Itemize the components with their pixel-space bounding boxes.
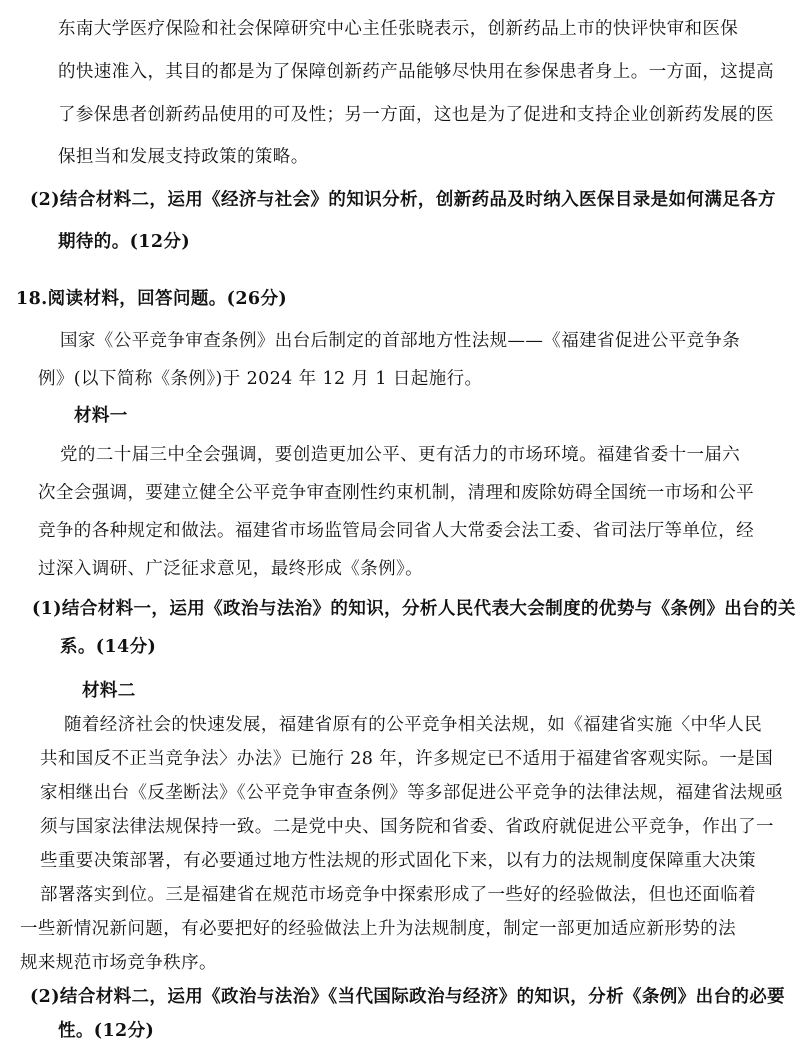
q18-1-line-1: (1)结合材料一，运用《政治与法治》的知识，分析人民代表大会制度的优势与《条例》出台的关 <box>32 599 796 619</box>
q17-2-line-1: (2)结合材料二，运用《经济与社会》的知识分析，创新药品及时纳入医保目录是如何满足各方 <box>30 190 776 210</box>
q18-title: 18.阅读材料，回答问题。(26分) <box>16 289 288 309</box>
q18-intro-line-1: 国家《公平竞争审查条例》出台后制定的首部地方性法规——《福建省促进公平竞争条 <box>60 331 741 351</box>
material1-line-2: 次全会强调，要建立健全公平竞争审查刚性约束机制，清理和废除妨碍全国统一市场和公平 <box>38 483 754 503</box>
material2-line-7: 一些新情况新问题，有必要把好的经验做法上升为法规制度，制定一部更加适应新形势的法 <box>20 919 736 939</box>
top-paragraph-line-1: 东南大学医疗保险和社会保障研究中心主任张晓表示，创新药品上市的快评快审和医保 <box>58 19 739 39</box>
material1-line-1: 党的二十届三中全会强调，要创造更加公平、更有活力的市场环境。福建省委十一届六 <box>60 445 741 465</box>
material2-line-1: 随着经济社会的快速发展，福建省原有的公平竞争相关法规，如《福建省实施〈中华人民 <box>64 715 763 735</box>
q18-2-line-2: 性。(12分) <box>58 1021 155 1041</box>
q18-2-line-1: (2)结合材料二，运用《政治与法治》《当代国际政治与经济》的知识，分析《条例》出台的必要 <box>30 987 786 1007</box>
material2-line-6: 部署落实到位。三是福建省在规范市场竞争中探索形成了一些好的经验做法，但也还面临着 <box>40 885 756 905</box>
material2-label: 材料二 <box>82 681 136 701</box>
top-paragraph-line-2: 的快速准入，其目的都是为了保障创新药产品能够尽快用在参保患者身上。一方面，这提高 <box>58 62 774 82</box>
material2-line-8: 规来规范市场竞争秩序。 <box>20 953 217 973</box>
q18-1-line-2: 系。(14分) <box>60 637 157 657</box>
top-paragraph-line-3: 了参保患者创新药品使用的可及性；另一方面，这也是为了促进和支持企业创新药发展的医 <box>58 105 774 125</box>
material2-line-3: 家相继出台《反垄断法》《公平竞争审查条例》等多部促进公平竞争的法律法规，福建省法规亟 <box>40 783 784 803</box>
q17-2-line-2: 期待的。(12分) <box>58 232 191 252</box>
material2-line-5: 些重要决策部署，有必要通过地方性法规的形式固化下来，以有力的法规制度保障重大决策 <box>40 851 756 871</box>
q18-intro-line-2: 例》(以下简称《条例》)于 2024 年 12 月 1 日起施行。 <box>38 369 483 389</box>
material1-line-4: 过深入调研、广泛征求意见，最终形成《条例》。 <box>38 559 424 579</box>
material1-label: 材料一 <box>74 406 128 426</box>
material2-line-2: 共和国反不正当竞争法〉办法》已施行 28 年，许多规定已不适用于福建省客观实际。一是国 <box>40 749 774 769</box>
top-paragraph-line-4: 保担当和发展支持政策的策略。 <box>58 147 309 167</box>
material1-line-3: 竞争的各种规定和做法。福建省市场监管局会同省人大常委会法工委、省司法厅等单位，经 <box>38 521 754 541</box>
material2-line-4: 须与国家法律法规保持一致。二是党中央、国务院和省委、省政府就促进公平竞争，作出了一 <box>40 817 774 837</box>
